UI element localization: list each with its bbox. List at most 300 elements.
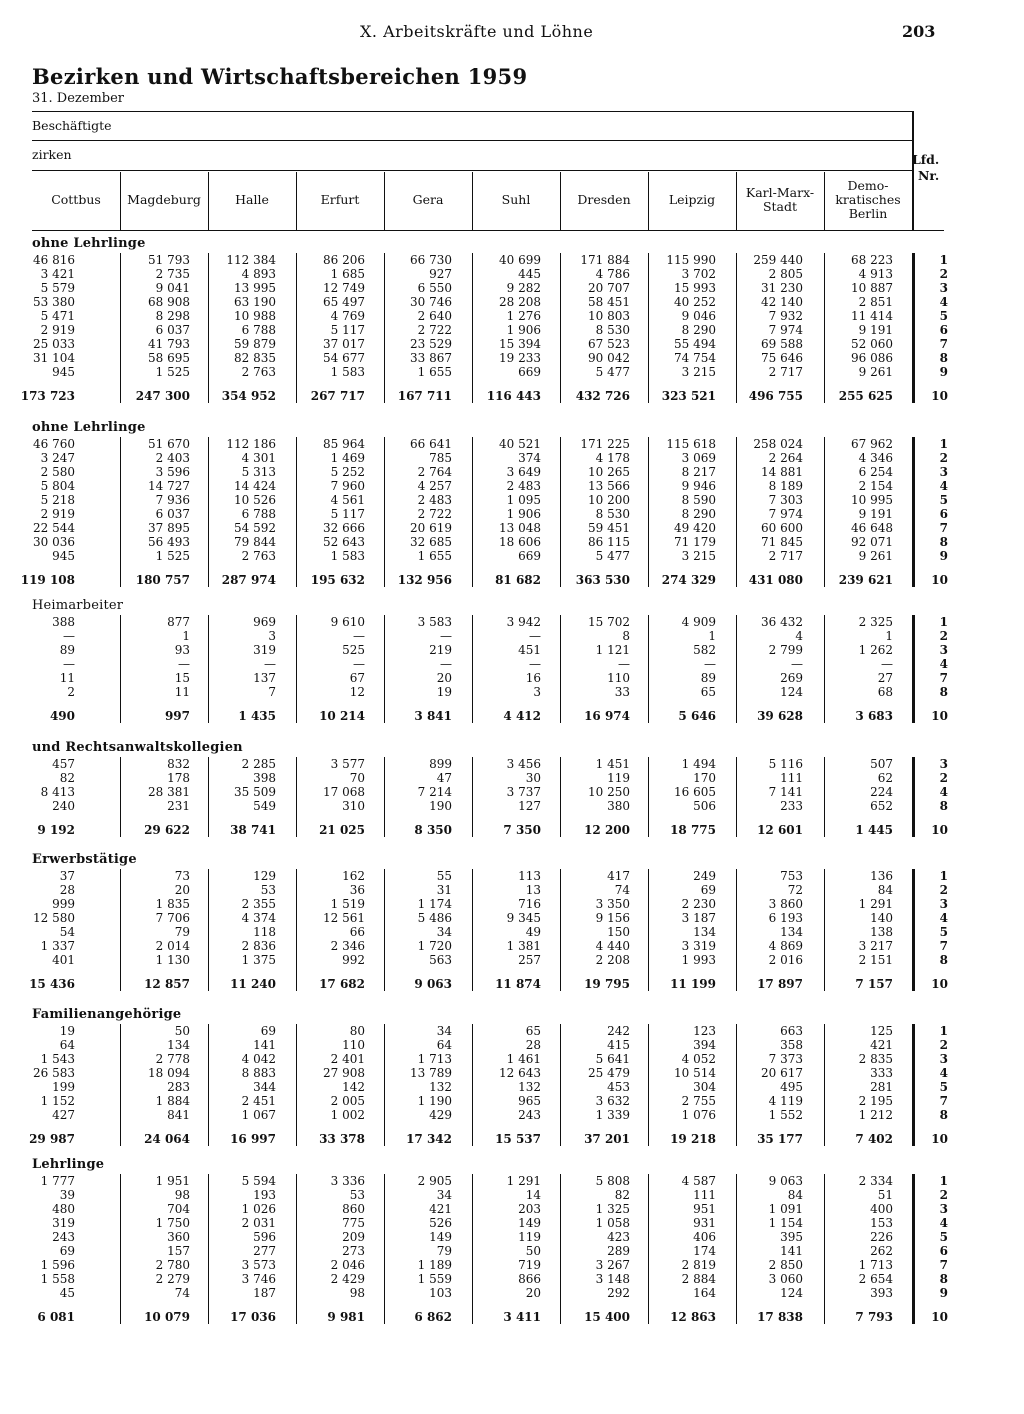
table-cell: 716 bbox=[518, 897, 541, 911]
total-cell: 3 411 bbox=[503, 1310, 541, 1324]
table-cell: 12 561 bbox=[323, 911, 365, 925]
total-cell: 16 997 bbox=[230, 1132, 276, 1146]
table-cell: 25 033 bbox=[33, 337, 75, 351]
table-cell: 82 bbox=[614, 1188, 630, 1202]
table-cell: 5 117 bbox=[330, 507, 365, 521]
table-cell: 7 141 bbox=[768, 785, 803, 799]
table-cell: 119 bbox=[607, 771, 630, 785]
row-number: 3 bbox=[939, 757, 948, 771]
table-cell: 5 804 bbox=[40, 479, 75, 493]
table-cell: 134 bbox=[693, 925, 716, 939]
row-number: 1 bbox=[939, 437, 948, 451]
table-cell: 4 587 bbox=[681, 1174, 716, 1188]
table-cell: 7 974 bbox=[768, 323, 803, 337]
table-cell: 11 bbox=[59, 671, 75, 685]
table-cell: 2 bbox=[67, 685, 75, 699]
table-cell: 3 596 bbox=[155, 465, 190, 479]
table-cell: 6 037 bbox=[155, 323, 190, 337]
table-cell: 6 254 bbox=[858, 465, 893, 479]
section-title: ohne Lehrlinge bbox=[32, 236, 146, 251]
row-number: 3 bbox=[939, 643, 948, 657]
table-cell: 1 525 bbox=[155, 549, 190, 563]
table-cell: 226 bbox=[870, 1230, 893, 1244]
row-number: 10 bbox=[931, 977, 948, 991]
table-cell: 258 024 bbox=[753, 437, 803, 451]
column-divider bbox=[736, 1024, 737, 1146]
table-cell: — bbox=[353, 629, 365, 643]
table-cell: 259 440 bbox=[753, 253, 803, 267]
row-number: 10 bbox=[931, 389, 948, 403]
table-cell: 3 583 bbox=[417, 615, 452, 629]
table-cell: 406 bbox=[693, 1230, 716, 1244]
table-cell: 1 750 bbox=[155, 1216, 190, 1230]
row-number: 1 bbox=[939, 1024, 948, 1038]
total-cell: 195 632 bbox=[310, 573, 365, 587]
table-cell: 142 bbox=[342, 1080, 365, 1094]
table-cell: 11 414 bbox=[851, 309, 893, 323]
table-cell: 66 730 bbox=[410, 253, 452, 267]
row-number: 2 bbox=[939, 771, 948, 785]
table-cell: 445 bbox=[518, 267, 541, 281]
table-cell: 3 702 bbox=[681, 267, 716, 281]
row-number: 5 bbox=[939, 1080, 948, 1094]
total-cell: 247 300 bbox=[135, 389, 190, 403]
row-number: 9 bbox=[939, 549, 948, 563]
column-divider bbox=[560, 437, 561, 587]
table-cell: 150 bbox=[607, 925, 630, 939]
table-cell: 12 580 bbox=[33, 911, 75, 925]
table-cell: 2 264 bbox=[768, 451, 803, 465]
total-cell: 15 436 bbox=[29, 977, 75, 991]
table-cell: 9 046 bbox=[681, 309, 716, 323]
total-cell: 7 157 bbox=[855, 977, 893, 991]
table-cell: 6 037 bbox=[155, 507, 190, 521]
table-cell: 931 bbox=[693, 1216, 716, 1230]
column-divider bbox=[120, 615, 121, 723]
column-divider bbox=[472, 437, 473, 587]
table-cell: 1 461 bbox=[506, 1052, 541, 1066]
table-row bbox=[0, 615, 1024, 629]
column-divider bbox=[296, 757, 297, 837]
table-cell: 59 879 bbox=[234, 337, 276, 351]
table-row bbox=[0, 479, 1024, 493]
table-cell: 187 bbox=[253, 1286, 276, 1300]
total-cell: 10 214 bbox=[319, 709, 365, 723]
table-cell: 3 632 bbox=[595, 1094, 630, 1108]
table-cell: 453 bbox=[607, 1080, 630, 1094]
table-cell: 304 bbox=[693, 1080, 716, 1094]
table-cell: 3 215 bbox=[681, 365, 716, 379]
column-divider bbox=[384, 1174, 385, 1324]
table-cell: 31 230 bbox=[761, 281, 803, 295]
table-cell: 118 bbox=[253, 925, 276, 939]
total-cell: 19 795 bbox=[584, 977, 630, 991]
table-cell: 84 bbox=[877, 883, 893, 897]
table-cell: 3 bbox=[268, 629, 276, 643]
column-divider bbox=[648, 1174, 649, 1324]
column-divider bbox=[384, 615, 385, 723]
table-row bbox=[0, 1052, 1024, 1066]
table-cell: 50 bbox=[525, 1244, 541, 1258]
table-cell: 3 217 bbox=[858, 939, 893, 953]
table-cell: 1 375 bbox=[241, 953, 276, 967]
table-row bbox=[0, 757, 1024, 771]
row-number: 7 bbox=[939, 337, 948, 351]
table-row bbox=[0, 1066, 1024, 1080]
table-cell: 2 851 bbox=[858, 295, 893, 309]
table-cell: 82 bbox=[59, 771, 75, 785]
table-cell: 2 046 bbox=[330, 1258, 365, 1272]
total-cell: 9 192 bbox=[37, 823, 75, 837]
column-divider bbox=[208, 615, 209, 723]
table-cell: 3 456 bbox=[506, 757, 541, 771]
table-cell: 9 610 bbox=[330, 615, 365, 629]
table-cell: 74 bbox=[614, 883, 630, 897]
table-cell: 1 451 bbox=[595, 757, 630, 771]
table-cell: 19 233 bbox=[499, 351, 541, 365]
total-row bbox=[0, 1132, 1024, 1146]
table-cell: 2 850 bbox=[768, 1258, 803, 1272]
table-cell: 427 bbox=[52, 1108, 75, 1122]
column-divider bbox=[296, 615, 297, 723]
table-cell: 669 bbox=[518, 549, 541, 563]
total-cell: 8 350 bbox=[414, 823, 452, 837]
table-cell: 1 002 bbox=[330, 1108, 365, 1122]
column-divider bbox=[472, 615, 473, 723]
row-number: 2 bbox=[939, 1038, 948, 1052]
total-cell: 39 628 bbox=[757, 709, 803, 723]
table-cell: 19 bbox=[59, 1024, 75, 1038]
table-cell: 2 580 bbox=[40, 465, 75, 479]
column-divider bbox=[208, 757, 209, 837]
table-cell: 2 778 bbox=[155, 1052, 190, 1066]
row-number: 9 bbox=[939, 1286, 948, 1300]
table-cell: 240 bbox=[52, 799, 75, 813]
table-cell: 421 bbox=[429, 1202, 452, 1216]
total-row bbox=[0, 823, 1024, 837]
table-cell: 10 995 bbox=[851, 493, 893, 507]
table-cell: 277 bbox=[253, 1244, 276, 1258]
table-cell: 1 067 bbox=[241, 1108, 276, 1122]
table-cell: 53 bbox=[260, 883, 276, 897]
column-divider bbox=[824, 437, 825, 587]
total-cell: 3 683 bbox=[855, 709, 893, 723]
table-row bbox=[0, 1094, 1024, 1108]
table-cell: 6 550 bbox=[417, 281, 452, 295]
table-cell: 36 bbox=[349, 883, 365, 897]
table-cell: 20 bbox=[436, 671, 452, 685]
table-cell: 10 803 bbox=[588, 309, 630, 323]
table-cell: 69 bbox=[59, 1244, 75, 1258]
table-cell: 15 993 bbox=[674, 281, 716, 295]
column-divider bbox=[384, 869, 385, 991]
table-cell: 49 bbox=[525, 925, 541, 939]
table-cell: 549 bbox=[253, 799, 276, 813]
table-cell: 69 bbox=[700, 883, 716, 897]
table-cell: 2 763 bbox=[241, 549, 276, 563]
row-number: 5 bbox=[939, 925, 948, 939]
table-cell: 2 451 bbox=[241, 1094, 276, 1108]
lfd-divider bbox=[912, 869, 915, 991]
table-cell: 58 695 bbox=[148, 351, 190, 365]
table-cell: 3 187 bbox=[681, 911, 716, 925]
table-cell: 10 265 bbox=[588, 465, 630, 479]
table-cell: 8 189 bbox=[768, 479, 803, 493]
column-divider bbox=[208, 1024, 209, 1146]
table-row bbox=[0, 897, 1024, 911]
table-cell: 563 bbox=[429, 953, 452, 967]
total-cell: 7 350 bbox=[503, 823, 541, 837]
table-cell: 67 523 bbox=[588, 337, 630, 351]
table-cell: 65 bbox=[525, 1024, 541, 1038]
table-cell: 999 bbox=[52, 897, 75, 911]
column-divider bbox=[208, 437, 209, 587]
table-cell: 1 713 bbox=[858, 1258, 893, 1272]
table-cell: 3 577 bbox=[330, 757, 365, 771]
table-cell: 393 bbox=[870, 1286, 893, 1300]
table-cell: 319 bbox=[253, 643, 276, 657]
table-cell: 281 bbox=[870, 1080, 893, 1094]
table-cell: 5 313 bbox=[241, 465, 276, 479]
table-cell: 15 702 bbox=[588, 615, 630, 629]
column-divider bbox=[736, 1174, 737, 1324]
total-cell: 432 726 bbox=[575, 389, 630, 403]
column-divider bbox=[472, 869, 473, 991]
table-cell: 171 225 bbox=[580, 437, 630, 451]
table-cell: 178 bbox=[167, 771, 190, 785]
table-cell: 69 bbox=[260, 1024, 276, 1038]
table-cell: 60 600 bbox=[761, 521, 803, 535]
table-cell: 2 355 bbox=[241, 897, 276, 911]
table-cell: 3 247 bbox=[40, 451, 75, 465]
table-cell: 2 195 bbox=[858, 1094, 893, 1108]
table-cell: 86 115 bbox=[588, 535, 630, 549]
row-number: 1 bbox=[939, 869, 948, 883]
table-cell: 1 543 bbox=[40, 1052, 75, 1066]
table-cell: 704 bbox=[167, 1202, 190, 1216]
total-cell: 7 793 bbox=[855, 1310, 893, 1324]
table-cell: 753 bbox=[780, 869, 803, 883]
table-cell: 9 063 bbox=[768, 1174, 803, 1188]
table-cell: 18 094 bbox=[148, 1066, 190, 1080]
table-cell: 17 068 bbox=[323, 785, 365, 799]
table-cell: 7 303 bbox=[768, 493, 803, 507]
lfd-divider bbox=[912, 757, 915, 837]
column-divider bbox=[208, 869, 209, 991]
table-cell: 22 544 bbox=[33, 521, 75, 535]
table-cell: 10 988 bbox=[234, 309, 276, 323]
table-cell: 2 836 bbox=[241, 939, 276, 953]
table-cell: 992 bbox=[342, 953, 365, 967]
table-cell: 1 262 bbox=[858, 643, 893, 657]
table-cell: 2 722 bbox=[417, 507, 452, 521]
table-row bbox=[0, 1024, 1024, 1038]
table-cell: 5 218 bbox=[40, 493, 75, 507]
group-rule bbox=[32, 140, 912, 141]
total-cell: 19 218 bbox=[670, 1132, 716, 1146]
table-cell: 20 619 bbox=[410, 521, 452, 535]
table-row bbox=[0, 281, 1024, 295]
table-cell: 1 121 bbox=[595, 643, 630, 657]
row-number: 2 bbox=[939, 883, 948, 897]
table-cell: 19 bbox=[436, 685, 452, 699]
table-cell: — bbox=[353, 657, 365, 671]
table-cell: 9 345 bbox=[506, 911, 541, 925]
row-number: 10 bbox=[931, 709, 948, 723]
table-cell: 71 845 bbox=[761, 535, 803, 549]
column-divider bbox=[648, 757, 649, 837]
table-cell: 1 095 bbox=[506, 493, 541, 507]
table-cell: 3 148 bbox=[595, 1272, 630, 1286]
table-cell: 2 429 bbox=[330, 1272, 365, 1286]
table-cell: 1 152 bbox=[40, 1094, 75, 1108]
table-row bbox=[0, 437, 1024, 451]
row-number: 9 bbox=[939, 365, 948, 379]
running-header bbox=[0, 22, 1024, 46]
table-cell: 89 bbox=[59, 643, 75, 657]
table-cell: 54 bbox=[59, 925, 75, 939]
total-cell: 33 378 bbox=[319, 1132, 365, 1146]
total-cell: 119 108 bbox=[20, 573, 75, 587]
row-number: 7 bbox=[939, 939, 948, 953]
table-row bbox=[0, 911, 1024, 925]
total-cell: 17 682 bbox=[319, 977, 365, 991]
table-row bbox=[0, 869, 1024, 883]
table-cell: 137 bbox=[253, 671, 276, 685]
table-cell: 51 670 bbox=[148, 437, 190, 451]
column-header-demokratisches-berlin: Demo- kratisches Berlin bbox=[835, 178, 901, 221]
table-cell: 31 104 bbox=[33, 351, 75, 365]
row-number: 7 bbox=[939, 521, 948, 535]
table-cell: 6 193 bbox=[768, 911, 803, 925]
table-cell: 4 786 bbox=[595, 267, 630, 281]
column-divider bbox=[648, 869, 649, 991]
table-cell: 4 178 bbox=[595, 451, 630, 465]
table-cell: 1 026 bbox=[241, 1202, 276, 1216]
table-cell: 233 bbox=[780, 799, 803, 813]
table-cell: 33 bbox=[614, 685, 630, 699]
table-cell: 1 058 bbox=[595, 1216, 630, 1230]
table-cell: 969 bbox=[253, 615, 276, 629]
table-cell: 16 605 bbox=[674, 785, 716, 799]
column-divider bbox=[648, 437, 649, 587]
table-cell: 162 bbox=[342, 869, 365, 883]
total-cell: 38 741 bbox=[230, 823, 276, 837]
total-cell: 132 956 bbox=[397, 573, 452, 587]
table-row bbox=[0, 671, 1024, 685]
table-row bbox=[0, 1202, 1024, 1216]
table-cell: 71 179 bbox=[674, 535, 716, 549]
table-cell: 3 573 bbox=[241, 1258, 276, 1272]
header-top-rule bbox=[32, 111, 912, 112]
table-cell: 134 bbox=[780, 925, 803, 939]
table-cell: 42 140 bbox=[761, 295, 803, 309]
table-cell: 1 583 bbox=[330, 549, 365, 563]
table-cell: 9 261 bbox=[858, 365, 893, 379]
table-cell: 40 699 bbox=[499, 253, 541, 267]
table-row bbox=[0, 1108, 1024, 1122]
table-row bbox=[0, 549, 1024, 563]
table-cell: 2 780 bbox=[155, 1258, 190, 1272]
table-row bbox=[0, 1244, 1024, 1258]
table-row bbox=[0, 643, 1024, 657]
table-cell: 149 bbox=[429, 1230, 452, 1244]
table-cell: 127 bbox=[518, 799, 541, 813]
total-cell: 3 841 bbox=[414, 709, 452, 723]
table-cell: 5 808 bbox=[595, 1174, 630, 1188]
table-cell: 37 bbox=[59, 869, 75, 883]
row-number: 10 bbox=[931, 1310, 948, 1324]
total-cell: 12 863 bbox=[670, 1310, 716, 1324]
total-row bbox=[0, 389, 1024, 403]
table-cell: 79 bbox=[436, 1244, 452, 1258]
table-cell: 8 217 bbox=[681, 465, 716, 479]
table-cell: 12 bbox=[349, 685, 365, 699]
row-number: 8 bbox=[939, 535, 948, 549]
column-divider bbox=[384, 437, 385, 587]
row-number: 10 bbox=[931, 823, 948, 837]
table-cell: 65 497 bbox=[323, 295, 365, 309]
table-cell: 4 346 bbox=[858, 451, 893, 465]
row-number: 2 bbox=[939, 267, 948, 281]
table-cell: 1 291 bbox=[506, 1174, 541, 1188]
row-number: 10 bbox=[931, 573, 948, 587]
table-cell: 199 bbox=[52, 1080, 75, 1094]
total-cell: 267 717 bbox=[310, 389, 365, 403]
table-cell: 1 bbox=[708, 629, 716, 643]
table-cell: 190 bbox=[429, 799, 452, 813]
column-header-gera: Gera bbox=[412, 192, 444, 207]
column-divider bbox=[384, 253, 385, 403]
table-cell: 860 bbox=[342, 1202, 365, 1216]
total-cell: 180 757 bbox=[135, 573, 190, 587]
page-number: 203 bbox=[902, 22, 936, 41]
column-header-magdeburg: Magdeburg bbox=[127, 192, 201, 207]
total-cell: 287 974 bbox=[221, 573, 276, 587]
table-cell: — bbox=[529, 657, 541, 671]
table-cell: 8 290 bbox=[681, 507, 716, 521]
table-cell: 39 bbox=[59, 1188, 75, 1202]
table-cell: 58 451 bbox=[588, 295, 630, 309]
table-cell: 423 bbox=[607, 1230, 630, 1244]
row-number: 4 bbox=[939, 911, 948, 925]
table-cell: 1 276 bbox=[506, 309, 541, 323]
table-cell: 2 401 bbox=[330, 1052, 365, 1066]
table-cell: — bbox=[881, 657, 893, 671]
table-row bbox=[0, 451, 1024, 465]
table-cell: 134 bbox=[167, 1038, 190, 1052]
total-row bbox=[0, 977, 1024, 991]
total-cell: 11 240 bbox=[230, 977, 276, 991]
total-cell: 10 079 bbox=[144, 1310, 190, 1324]
table-cell: 15 bbox=[174, 671, 190, 685]
table-cell: 35 509 bbox=[234, 785, 276, 799]
table-cell: 3 267 bbox=[595, 1258, 630, 1272]
table-cell: 4 119 bbox=[768, 1094, 803, 1108]
table-cell: 9 156 bbox=[595, 911, 630, 925]
table-cell: 2 016 bbox=[768, 953, 803, 967]
table-cell: 85 964 bbox=[323, 437, 365, 451]
table-cell: 243 bbox=[52, 1230, 75, 1244]
column-divider bbox=[120, 1024, 121, 1146]
table-cell: 112 384 bbox=[226, 253, 276, 267]
column-divider bbox=[296, 869, 297, 991]
table-cell: 2 334 bbox=[858, 1174, 893, 1188]
table-cell: 927 bbox=[429, 267, 452, 281]
lfd-label: Lfd. bbox=[912, 152, 940, 167]
table-cell: 9 041 bbox=[155, 281, 190, 295]
table-cell: 2 919 bbox=[40, 507, 75, 521]
